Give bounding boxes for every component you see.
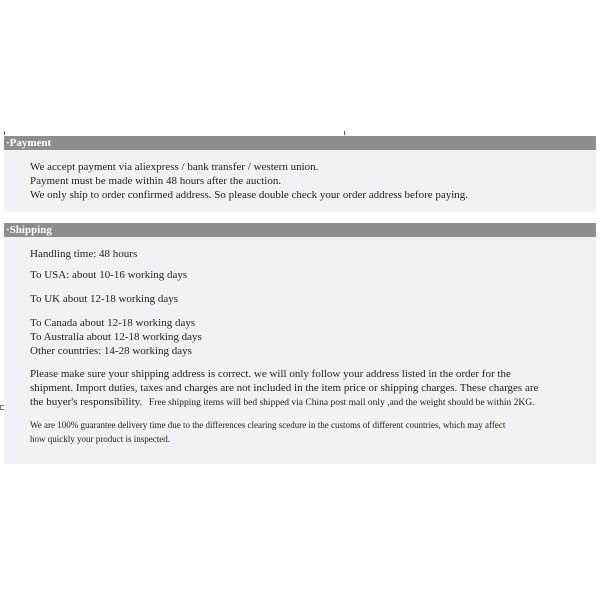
- payment-line-2: Payment must be made within 48 hours after the auction.: [30, 175, 282, 187]
- shipping-australia: To Australia about 12-18 working days: [30, 331, 202, 343]
- payment-section-title: ·Payment: [6, 137, 52, 149]
- shipping-usa: To USA: about 10-16 working days: [30, 269, 188, 281]
- payment-section-body: [4, 150, 596, 212]
- guarantee-line-2: how quickly your product is inspected.: [30, 434, 170, 444]
- shipping-section-header: [4, 223, 596, 237]
- shipping-uk: To UK about 12-18 working days: [30, 293, 179, 305]
- shipping-canada: To Canada about 12-18 working days: [30, 317, 196, 329]
- notice-line-3: [30, 395, 534, 410]
- shipping-section-body: [4, 237, 596, 464]
- payment-section-header: [4, 136, 596, 150]
- payment-line-1: We accept payment via aliexpress / bank transfer / western union.: [30, 161, 319, 173]
- handling-time: Handling time: 48 hours: [30, 248, 138, 260]
- corner-marker-center: [344, 131, 345, 135]
- notice-line-2: shipment. Import duties, taxes and charges are not included in the item price or shipping charges. These charges are: [30, 382, 539, 394]
- payment-line-3: We only ship to order confirmed address. So please double check your order address before paying.: [30, 189, 469, 201]
- notice-line-1: Please make sure your shipping address is correct. we will only follow your address listed in the order for the: [30, 368, 511, 380]
- notice-line-3-start: the buyer's responsibility.: [30, 396, 143, 408]
- shipping-section-title: ·Shipping: [6, 224, 52, 236]
- corner-marker-left: [4, 131, 5, 135]
- guarantee-line-1: We are 100% guarantee delivery time due to the differences clearing scedure in the customs of different countries, which may affect: [30, 420, 506, 430]
- notice-line-3-free-shipping: Free shipping items will bed shipped via China post mail only ,and the weight should be within 2KG.: [148, 398, 535, 408]
- shipping-other: Other countries: 14-28 working days: [30, 345, 192, 357]
